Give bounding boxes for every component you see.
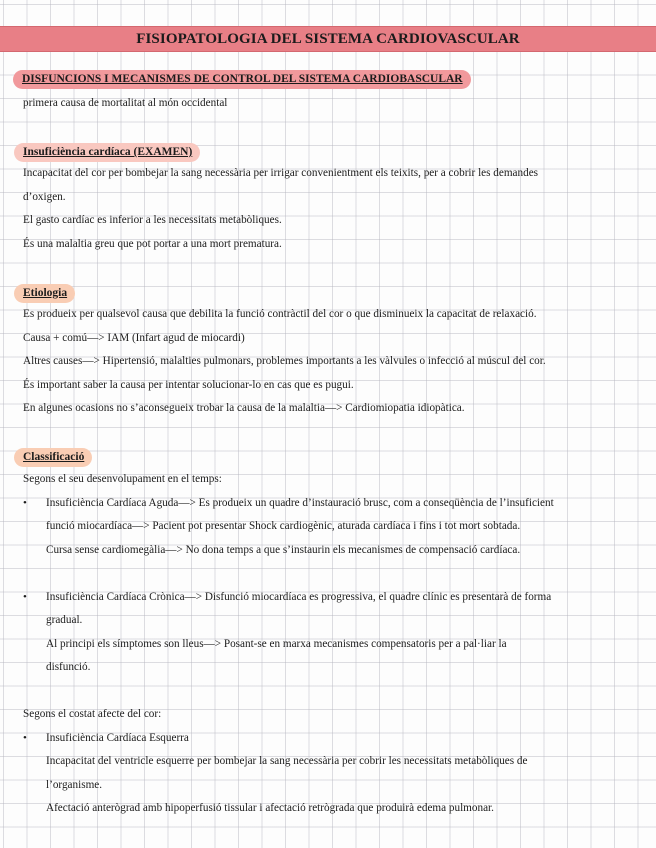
text-line: En algunes ocasions no s’aconsegueix trobar la causa de la malaltia—> Cardiomiopatia idiopàtica.: [23, 402, 465, 414]
bullet-marker: •: [23, 591, 27, 603]
text-line: primera causa de mortalitat al món occidental: [23, 97, 228, 109]
bullet-marker: •: [23, 732, 27, 744]
text-line: d’oxigen.: [23, 191, 66, 203]
section-heading-etiologia: Etiologia: [14, 284, 75, 303]
text-line: Incapacitat del ventricle esquerre per bombejar la sang necessària per cobrir les necessitats metabòliques de: [46, 755, 528, 767]
text-line: gradual.: [46, 614, 83, 626]
text-line: l’organisme.: [46, 779, 103, 791]
text-line: Insuficiència Cardíaca Aguda—> Es produeix un quadre d’instauració brusc, com a conseqüència de l’insuficient: [46, 497, 554, 509]
text-line: És una malaltia greu que pot portar a una mort prematura.: [23, 238, 282, 250]
text-line: disfunció.: [46, 661, 91, 673]
section-heading-insuficiencia: Insuficiència cardíaca (EXAMEN): [14, 143, 200, 162]
page-title: FISIOPATOLOGIA DEL SISTEMA CARDIOVASCULAR: [136, 30, 520, 47]
bullet-marker: •: [23, 497, 27, 509]
text-line: Afectació anterògrad amb hipoperfusió tissular i afectació retrògrada que produirà edema pulmonar.: [46, 802, 494, 814]
text-line: Insuficiència Cardíaca Esquerra: [46, 732, 189, 744]
text-line: Cursa sense cardiomegàlia—> No dona temps a que s’instaurin els mecanismes de compensació cardíaca.: [46, 544, 521, 556]
text-line: Segons el costat afecte del cor:: [23, 708, 162, 720]
text-line: Es produeix per qualsevol causa que debilita la funció contràctil del cor o que disminueix la capacitat de relaxació.: [23, 308, 537, 320]
title-banner: [0, 26, 656, 52]
section-heading-classificacio: Classificació: [14, 448, 92, 467]
text-line: Incapacitat del cor per bombejar la sang necessària per irrigar convenientment els teixits, per a cobrir les demandes: [23, 167, 539, 179]
text-line: El gasto cardíac es inferior a les necessitats metabòliques.: [23, 214, 282, 226]
text-line: Insuficiència Cardíaca Crònica—> Disfunció miocardíaca es progressiva, el quadre clínic es presentarà de forma: [46, 591, 552, 603]
text-line: És important saber la causa per intentar solucionar-lo en cas que es pugui.: [23, 379, 354, 391]
section-heading-disfuncions: DISFUNCIONS I MECANISMES DE CONTROL DEL SISTEMA CARDIOBASCULAR: [13, 70, 471, 89]
text-line: funció miocardíaca—> Pacient pot presentar Shock cardiogènic, aturada cardíaca i fins i tot mort sobtada.: [46, 520, 521, 532]
text-line: Segons el seu desenvolupament en el temps:: [23, 473, 222, 485]
text-line: Altres causes—> Hipertensió, malalties pulmonars, problemes importants a les vàlvules o infecció al múscul del cor.: [23, 355, 546, 367]
text-line: Causa + comú—> IAM (Infart agud de miocardi): [23, 332, 245, 344]
text-line: Al principi els símptomes son lleus—> Posant-se en marxa mecanismes compensatoris per a pal·liar la: [46, 638, 507, 650]
